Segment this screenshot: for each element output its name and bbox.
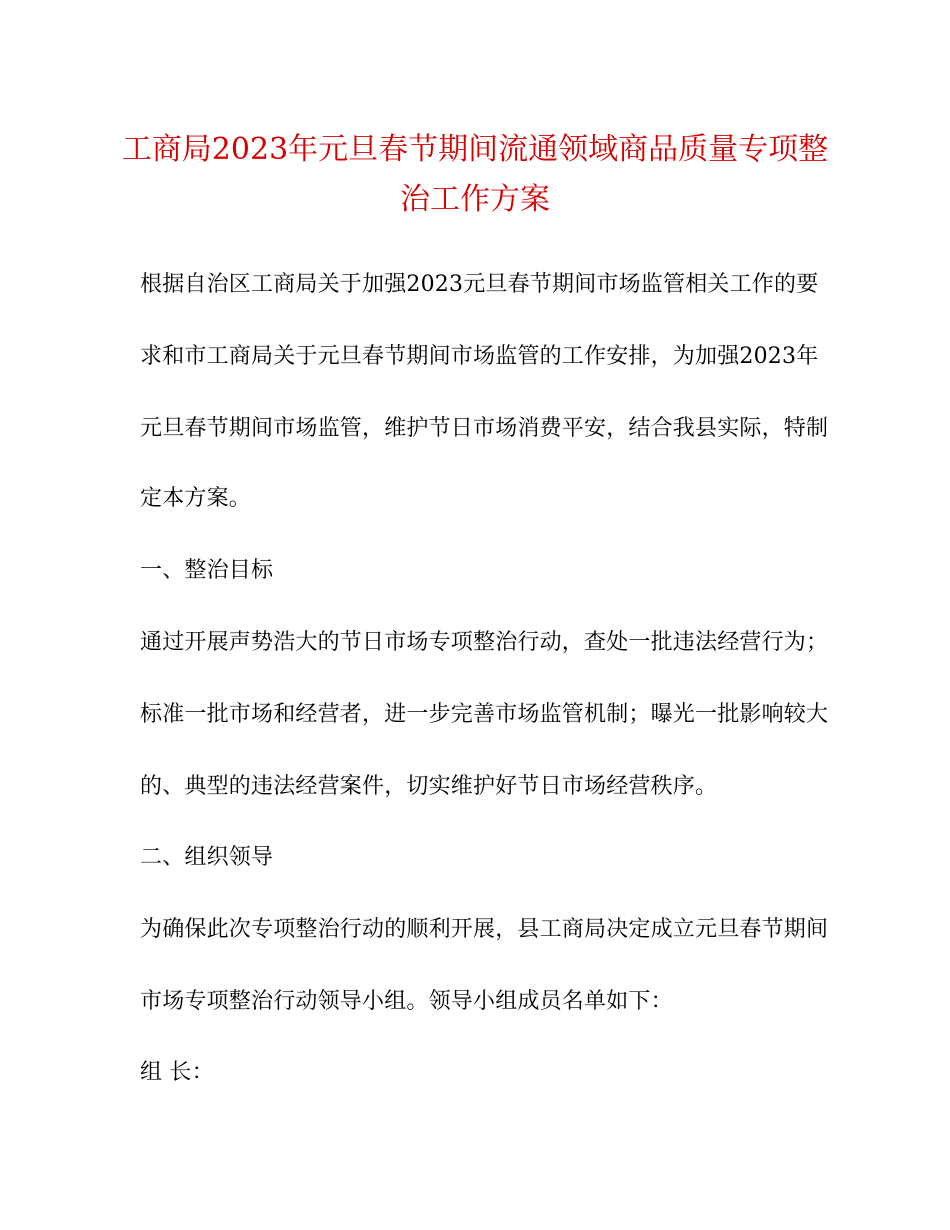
section-2-line-2: 市场专项整治行动领导小组。领导小组成员名单如下： <box>140 989 673 1014</box>
intro-line-1: 根据自治区工商局关于加强2023元旦春节期间市场监管相关工作的要 <box>140 272 819 297</box>
section-1-line-1: 通过开展声势浩大的节日市场专项整治行动，查处一批违法经营行为； <box>140 630 829 655</box>
leader-label: 组 长： <box>140 1060 214 1085</box>
section-1-heading: 一、整治目标 <box>140 558 274 583</box>
document-title-line-2: 治工作方案 <box>400 182 550 217</box>
section-1-line-3: 的、典型的违法经营案件，切实维护好节日市场经营秩序。 <box>140 774 718 799</box>
section-1-line-2: 标准一批市场和经营者，进一步完善市场监管机制；曝光一批影响较大 <box>140 702 829 727</box>
document-title-line-1: 工商局2023年元旦春节期间流通领域商品质量专项整 <box>121 132 829 167</box>
intro-line-3: 元旦春节期间市场监管，维护节日市场消费平安，结合我县实际，特制 <box>140 416 829 441</box>
intro-line-4: 定本方案。 <box>140 486 252 511</box>
section-2-heading: 二、组织领导 <box>140 845 274 870</box>
section-2-line-1: 为确保此次专项整治行动的顺利开展，县工商局决定成立元旦春节期间 <box>140 917 829 942</box>
intro-line-2: 求和市工商局关于元旦春节期间市场监管的工作安排，为加强2023年 <box>140 344 819 369</box>
